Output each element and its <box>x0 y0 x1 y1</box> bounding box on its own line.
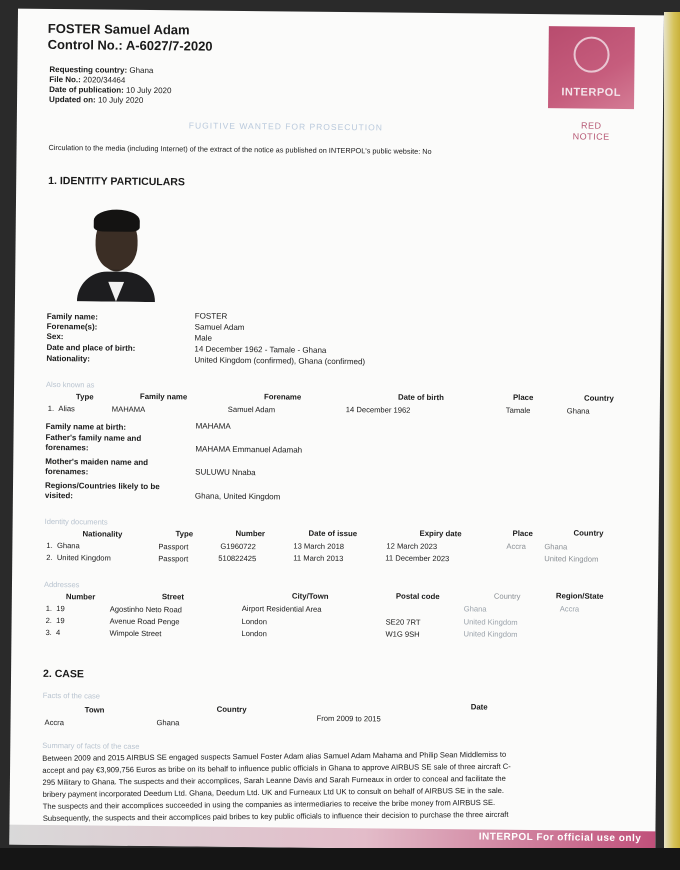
summary-line: Between 2009 and 2015 AIRBUS SE engaged suspects Samuel Foster Adam alias Samuel Adam Mahama and Philip Sean Middlemiss to <box>42 749 507 763</box>
id-docs-heading: Identity documents <box>44 516 108 527</box>
aka-family: MAHAMA <box>111 404 146 414</box>
aka-dob: 14 December 1962 <box>345 405 411 415</box>
control-number: Control No.: A-6027/7-2020 <box>47 36 213 54</box>
addr-row-2-street: Avenue Road Penge <box>109 616 180 627</box>
file-no: 2020/34464 <box>83 75 126 85</box>
father-name: MAHAMA Emmanuel Adamah <box>195 444 303 455</box>
family-name-label: Family name: <box>46 311 98 322</box>
addr-row-1-city: Airport Residential Area <box>241 603 322 614</box>
id-col-nationality: Nationality <box>82 529 123 539</box>
updated-label: Updated on: <box>49 94 96 105</box>
facts-col-town: Town <box>84 705 105 715</box>
addresses-heading: Addresses <box>43 579 80 590</box>
facts-country: Ghana <box>156 718 180 728</box>
nationality: United Kingdom (confirmed), Ghana (confirmed) <box>194 355 366 367</box>
interpol-stamp-text: INTERPOL <box>561 86 622 99</box>
id-row-1-type: Passport <box>158 542 189 552</box>
identity-heading: 1. IDENTITY PARTICULARS <box>48 174 185 189</box>
addr-row-1-number: 1. 19 <box>45 603 65 614</box>
addr-row-1-street: Agostinho Neto Road <box>109 604 182 615</box>
addr-row-2-country: United Kingdom <box>463 617 518 627</box>
id-row-2-country: United Kingdom <box>544 554 599 564</box>
id-col-issue: Date of issue <box>308 528 358 539</box>
id-row-2-nationality: 2. United Kingdom <box>46 552 111 563</box>
red-label: RED <box>581 120 602 131</box>
forenames: Samuel Adam <box>194 322 245 333</box>
dob: 14 December 1962 - Tamale - Ghana <box>194 344 327 355</box>
aka-country: Ghana <box>566 406 590 416</box>
subject-name: FOSTER Samuel Adam <box>47 20 190 38</box>
summary-line: The suspects and their accomplices succeeded in using the companies as intermediaries to receive the bribe money from AIRBUS SE. <box>42 797 496 811</box>
id-col-place: Place <box>512 528 533 539</box>
dob-label: Date and place of birth: <box>46 342 136 353</box>
id-col-expiry: Expiry date <box>419 528 462 539</box>
red-notice-label <box>573 120 610 142</box>
aka-heading: Also known as <box>46 379 95 390</box>
nationality-label: Nationality: <box>46 353 90 364</box>
regions-label: Regions/Countries likely to be visited: <box>44 480 160 501</box>
forenames-label: Forename(s): <box>46 321 98 332</box>
facts-date: From 2009 to 2015 <box>316 713 381 724</box>
id-col-type: Type <box>175 529 194 539</box>
addr-row-1-country: Ghana <box>463 604 487 614</box>
file-no-label: File No.: <box>49 74 81 85</box>
facts-col-country: Country <box>216 704 247 715</box>
id-row-1-country: Ghana <box>544 542 568 552</box>
birth-family: MAHAMA <box>195 421 231 431</box>
sex: Male <box>194 333 212 343</box>
aka-place: Tamale <box>505 405 531 416</box>
id-row-2-type: Passport <box>158 554 189 564</box>
addr-col-country: Country <box>493 591 521 601</box>
id-row-1-issue: 13 March 2018 <box>293 541 345 552</box>
summary-line: 295 Military to Ghana. The suspects and their accomplices, Sarah Leanne Davis and Sarah Furneaux in order to conceal and facilitate the <box>42 773 506 787</box>
addr-row-2-postal: SE20 7RT <box>385 617 421 627</box>
date-publication-label: Date of publication: <box>49 84 124 95</box>
addr-row-3-number: 3. 4 <box>45 627 61 638</box>
aka-col-type: Type <box>75 392 94 402</box>
background-edge <box>664 12 680 870</box>
aka-col-country: Country <box>583 393 614 403</box>
fugitive-banner: FUGITIVE WANTED FOR PROSECUTION <box>188 120 383 133</box>
summary-line: accept and pay €3,909,756 Euros as bribe on its behalf to influence public officials in Ghana to approve AIRBUS SE sale of three aircraft C- <box>42 761 511 775</box>
facts-heading: Facts of the case <box>42 690 100 701</box>
id-col-country: Country <box>573 528 604 538</box>
circulation-statement: Circulation to the media (including Internet) of the extract of the notice as published on INTERPOL's public website: No <box>48 142 432 156</box>
regions: Ghana, United Kingdom <box>194 491 281 502</box>
id-row-1-number: G1960722 <box>220 541 256 552</box>
requesting-country: Ghana <box>129 65 154 76</box>
sex-label: Sex: <box>46 331 64 342</box>
subject-photo <box>77 199 156 302</box>
addr-row-3-postal: W1G 9SH <box>385 629 420 639</box>
summary-line: Subsequently, the suspects and their accomplices paid bribes to key public officials to influence their decision to purchase the three aircraft <box>42 809 509 823</box>
summary-line: bribery payment incorporated Deedum Ltd. Ghana, Deedum Ltd. UK and Furneaux Ltd UK to consult on behalf of AIRBUS SE in the sale. <box>42 785 504 799</box>
addr-row-3-city: London <box>241 628 267 639</box>
id-row-2-expiry: 11 December 2023 <box>385 553 450 564</box>
addr-col-city: City/Town <box>291 591 329 601</box>
addr-col-number: Number <box>65 592 96 602</box>
footer-text: INTERPOL For official use only <box>478 831 642 845</box>
id-row-1-expiry: 12 March 2023 <box>386 541 438 552</box>
mother-label: Mother's maiden name and forenames: <box>45 456 149 477</box>
aka-row: 1. Alias <box>47 403 75 414</box>
id-row-1-place: Accra <box>506 541 526 551</box>
id-col-number: Number <box>235 528 266 539</box>
interpol-stamp <box>548 26 635 109</box>
aka-col-place: Place <box>512 392 534 403</box>
facts-town: Accra <box>44 717 65 728</box>
family-name: FOSTER <box>194 311 228 321</box>
addr-col-postal: Postal code <box>395 591 440 602</box>
updated-date: 10 July 2020 <box>97 95 144 105</box>
summary-heading: Summary of facts of the case <box>42 740 140 751</box>
case-heading: 2. CASE <box>42 667 84 681</box>
addr-row-3-country: United Kingdom <box>463 629 518 639</box>
id-row-1-nationality: 1. Ghana <box>46 540 80 551</box>
addr-row-1-region: Accra <box>559 604 580 614</box>
mother-name: SULUWU Nnaba <box>195 467 256 478</box>
aka-col-forename: Forename <box>263 392 302 402</box>
aka-forename: Samuel Adam <box>227 404 276 415</box>
id-row-2-issue: 11 March 2013 <box>293 553 344 564</box>
birth-family-label: Family name at birth: <box>45 421 127 432</box>
addr-row-2-number: 2. 19 <box>45 615 65 626</box>
notice-label: NOTICE <box>572 131 610 142</box>
date-publication: 10 July 2020 <box>126 85 172 96</box>
summary-text <box>42 749 511 825</box>
addr-row-3-street: Wimpole Street <box>109 628 162 639</box>
aka-col-dob: Date of birth <box>397 392 444 403</box>
aka-col-family: Family name <box>139 391 188 402</box>
meta-block <box>49 65 172 106</box>
addr-col-region: Region/State <box>555 591 604 601</box>
facts-col-date: Date <box>470 702 488 712</box>
requesting-country-label: Requesting country: <box>49 64 128 75</box>
addr-row-2-city: London <box>241 616 268 627</box>
interpol-globe-icon <box>573 36 609 72</box>
red-notice-document <box>9 9 664 852</box>
id-row-2-number: 510822425 <box>218 553 257 564</box>
addr-col-street: Street <box>161 592 185 602</box>
father-label: Father's family name and forenames: <box>45 432 142 453</box>
background-bottom <box>0 848 680 870</box>
